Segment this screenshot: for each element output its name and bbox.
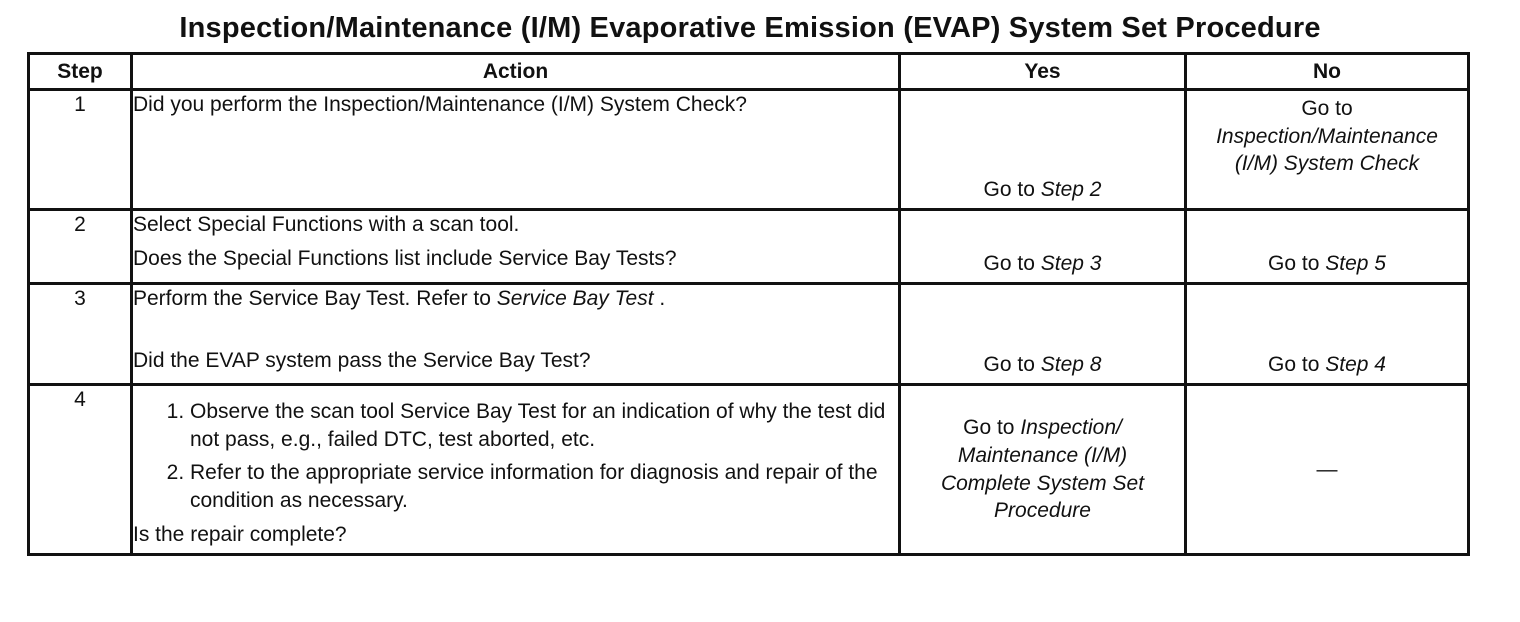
table-row: [29, 210, 1469, 284]
action-text: [133, 285, 898, 313]
action-text-prefix: Perform the Service Bay Test. Refer to: [133, 287, 497, 310]
action-question: Does the Special Functions list include Service Bay Tests?: [133, 246, 677, 270]
no-reference-link[interactable]: Inspection/Maintenance: [1216, 124, 1438, 148]
list-item: 1. Observe the scan tool Service Bay Test for an indication of why the test did not pass, e.g., failed DTC, test aborted, etc.: [190, 398, 898, 453]
column-header-step: Step: [29, 54, 132, 90]
yes-text: [901, 414, 1184, 442]
yes-cell: [900, 210, 1186, 284]
list-item: 2. Refer to the appropriate service information for diagnosis and repair of the condition as necessary.: [190, 459, 898, 514]
action-cell: [132, 210, 900, 284]
column-header-yes: Yes: [900, 54, 1186, 90]
document-title: Inspection/Maintenance (I/M) Evaporative Emission (EVAP) System Set Procedure: [179, 12, 1321, 44]
yes-prefix: Go to: [963, 416, 1021, 440]
action-text-suffix: .: [653, 287, 666, 310]
step-number: 1: [29, 90, 132, 210]
no-step-link[interactable]: Step 4: [1325, 353, 1386, 377]
service-bay-test-link[interactable]: Service Bay Test: [496, 287, 654, 310]
table-row: [29, 90, 1469, 210]
yes-step-link[interactable]: Step 3: [1040, 252, 1102, 276]
not-applicable-dash: —: [1316, 457, 1338, 481]
action-cell: [132, 284, 900, 385]
column-header-action: Action: [132, 54, 900, 90]
action-cell: [132, 90, 900, 210]
yes-reference-link-cont[interactable]: Maintenance (I/M): [957, 443, 1128, 467]
no-prefix: Go to: [1301, 97, 1353, 120]
yes-step-link[interactable]: Step 8: [1040, 353, 1102, 377]
yes-prefix: Go to: [983, 252, 1041, 276]
table-row: [29, 385, 1469, 555]
yes-prefix: Go to: [983, 178, 1041, 202]
no-cell: [1186, 210, 1469, 284]
procedure-table: [27, 52, 1470, 556]
column-header-no: No: [1186, 54, 1469, 90]
no-cell: [1186, 385, 1469, 555]
action-question: Did the EVAP system pass the Service Bay Test?: [133, 348, 591, 372]
no-step-link[interactable]: Step 5: [1325, 252, 1386, 276]
no-prefix: Go to: [1268, 353, 1326, 377]
step-number: 3: [29, 284, 132, 385]
yes-reference-link-cont[interactable]: Procedure: [994, 499, 1091, 523]
yes-reference-link[interactable]: Inspection/: [1020, 416, 1122, 440]
step-number: 2: [29, 210, 132, 284]
yes-cell: [900, 284, 1186, 385]
no-reference-link-cont[interactable]: (I/M) System Check: [1234, 152, 1420, 176]
yes-reference-link-cont[interactable]: Complete System Set: [940, 471, 1145, 495]
action-question: Is the repair complete?: [133, 522, 347, 546]
table-row: [29, 284, 1469, 385]
action-text: Did you perform the Inspection/Maintenance (I/M) System Check?: [133, 93, 747, 116]
action-cell: [132, 385, 900, 555]
no-cell: [1186, 284, 1469, 385]
table-header-row: [29, 54, 1469, 90]
action-text: Select Special Functions with a scan tool.: [133, 213, 520, 236]
no-cell: [1186, 90, 1469, 210]
action-steps-list: [133, 398, 898, 515]
yes-cell: [900, 90, 1186, 210]
yes-prefix: Go to: [983, 353, 1041, 377]
step-number: 4: [29, 385, 132, 555]
yes-step-link[interactable]: Step 2: [1040, 178, 1102, 202]
no-prefix: Go to: [1268, 252, 1326, 276]
yes-cell: [900, 385, 1186, 555]
